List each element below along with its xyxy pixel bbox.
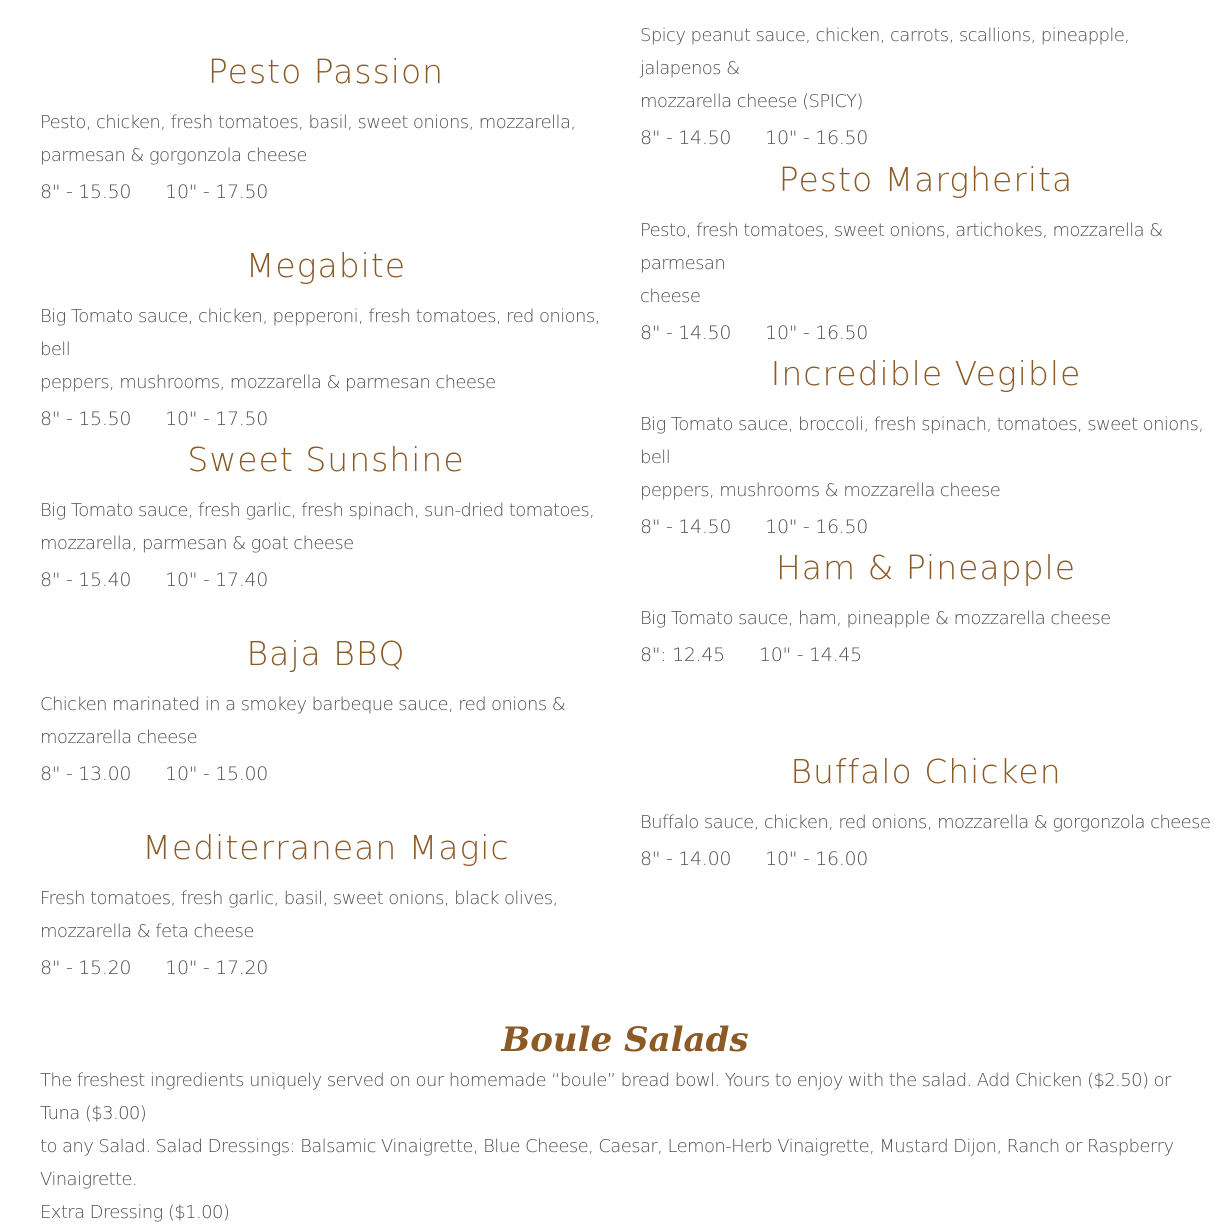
price-8-inch: 8" - 14.50 (640, 322, 732, 344)
description-line: Pesto, fresh tomatoes, sweet onions, artichokes, mozzarella & parmesan (640, 220, 1163, 274)
section-title: Boule Salads (501, 1020, 749, 1060)
menu-item-pesto-passion (40, 52, 612, 206)
section-description (40, 1064, 1210, 1229)
menu-item-prices (40, 178, 612, 206)
price-10-inch: 10" - 16.50 (765, 127, 869, 149)
price-8-inch: 8": 12.45 (640, 644, 725, 666)
menu-item-description (40, 106, 612, 172)
menu-item-title: Pesto Margherita (778, 160, 1074, 199)
menu-item-description (40, 882, 612, 948)
menu-item-mediterranean-magic (40, 828, 612, 982)
price-10-inch: 10" - 16.00 (765, 848, 869, 870)
description-line: cheese (640, 286, 701, 307)
menu-item-prices (40, 954, 612, 982)
price-10-inch: 10" - 16.50 (765, 516, 869, 538)
price-10-inch: 10" - 17.20 (165, 957, 269, 979)
price-10-inch: 10" - 16.50 (765, 322, 869, 344)
menu-item-incredible-vegible (640, 354, 1212, 541)
price-10-inch: 10" - 14.45 (758, 644, 862, 666)
menu-item-buffalo-chicken (640, 752, 1212, 873)
menu-item-sweet-sunshine (40, 440, 612, 594)
menu-item-prices (640, 513, 1212, 541)
description-line: to any Salad. Salad Dressings: Balsamic Vinaigrette, Blue Cheese, Caesar, Lemon-Herb Vinaigrette, Mustard Dijon, Ranch or Raspberry Vinaigrette. (40, 1136, 1174, 1190)
menu-item-pesto-margherita (640, 160, 1212, 347)
description-line: parmesan & gorgonzola cheese (40, 145, 307, 166)
menu-item-title: Incredible Vegible (770, 354, 1082, 393)
menu-item-title: Buffalo Chicken (790, 752, 1062, 791)
price-8-inch: 8" - 15.50 (40, 408, 132, 430)
description-line: Buffalo sauce, chicken, red onions, mozzarella & gorgonzola cheese (640, 812, 1211, 833)
menu-item-baja-bbq (40, 634, 612, 788)
price-10-inch: 10" - 17.50 (165, 181, 269, 203)
menu-item-title: Baja BBQ (246, 634, 406, 673)
menu-item-title: Megabite (245, 246, 407, 285)
menu-item-description (640, 214, 1212, 313)
description-line: mozzarella cheese (40, 727, 198, 748)
menu-item-description (640, 602, 1212, 635)
description-line: Big Tomato sauce, broccoli, fresh spinach, tomatoes, sweet onions, bell (640, 414, 1204, 468)
menu-item-description (40, 300, 612, 399)
menu-item-prices (40, 405, 612, 433)
menu-item-title: Sweet Sunshine (187, 440, 465, 479)
description-line: Fresh tomatoes, fresh garlic, basil, sweet onions, black olives, (40, 888, 558, 909)
price-10-inch: 10" - 17.40 (165, 569, 269, 591)
description-line: Spicy peanut sauce, chicken, carrots, scallions, pineapple, jalapenos & (640, 25, 1130, 79)
price-8-inch: 8" - 15.50 (40, 181, 132, 203)
menu-item-title: Ham & Pineapple (775, 548, 1077, 587)
description-line: The freshest ingredients uniquely served on our homemade “boule” bread bowl. Yours to enjoy with the salad. Add Chicken ($2.50) or Tuna ($3.00) (40, 1070, 1171, 1124)
description-line: mozzarella & feta cheese (40, 921, 254, 942)
boule-salads-section (40, 1018, 1210, 1229)
menu-item-description (40, 494, 612, 560)
description-line: mozzarella, parmesan & goat cheese (40, 533, 354, 554)
price-8-inch: 8" - 14.00 (640, 848, 732, 870)
description-line: mozzarella cheese (SPICY) (640, 91, 863, 112)
price-8-inch: 8" - 13.00 (40, 763, 132, 785)
description-line: Big Tomato sauce, ham, pineapple & mozzarella cheese (640, 608, 1111, 629)
description-line: Big Tomato sauce, fresh garlic, fresh spinach, sun-dried tomatoes, (40, 500, 595, 521)
menu-item-description (640, 19, 1212, 118)
price-8-inch: 8" - 15.40 (40, 569, 132, 591)
menu-item-prices (640, 124, 1212, 152)
menu-item-prices (40, 566, 612, 594)
price-10-inch: 10" - 15.00 (165, 763, 269, 785)
menu-item-description (40, 688, 612, 754)
price-8-inch: 8" - 14.50 (640, 516, 732, 538)
menu-item-prices (40, 760, 612, 788)
description-line: Big Tomato sauce, chicken, pepperoni, fresh tomatoes, red onions, bell (40, 306, 600, 360)
menu-item-prices (640, 641, 1212, 669)
menu-item-prices (640, 845, 1212, 873)
menu-item-ham-pineapple (640, 548, 1212, 669)
menu-item-description (640, 408, 1212, 507)
description-line: peppers, mushrooms, mozzarella & parmesan cheese (40, 372, 496, 393)
description-line: peppers, mushrooms & mozzarella cheese (640, 480, 1001, 501)
menu-item-title: Pesto Passion (207, 52, 445, 91)
description-line: Chicken marinated in a smokey barbeque sauce, red onions & (40, 694, 566, 715)
menu-item-description (640, 806, 1212, 839)
description-line: Extra Dressing ($1.00) (40, 1202, 230, 1223)
price-8-inch: 8" - 14.50 (640, 127, 732, 149)
menu-item-prices (640, 319, 1212, 347)
menu-item-title: Mediterranean Magic (142, 828, 510, 867)
price-10-inch: 10" - 17.50 (165, 408, 269, 430)
price-8-inch: 8" - 15.20 (40, 957, 132, 979)
description-line: Pesto, chicken, fresh tomatoes, basil, sweet onions, mozzarella, (40, 112, 576, 133)
menu-item-megabite (40, 246, 612, 433)
menu-item-spicy-peanut (640, 19, 1212, 152)
